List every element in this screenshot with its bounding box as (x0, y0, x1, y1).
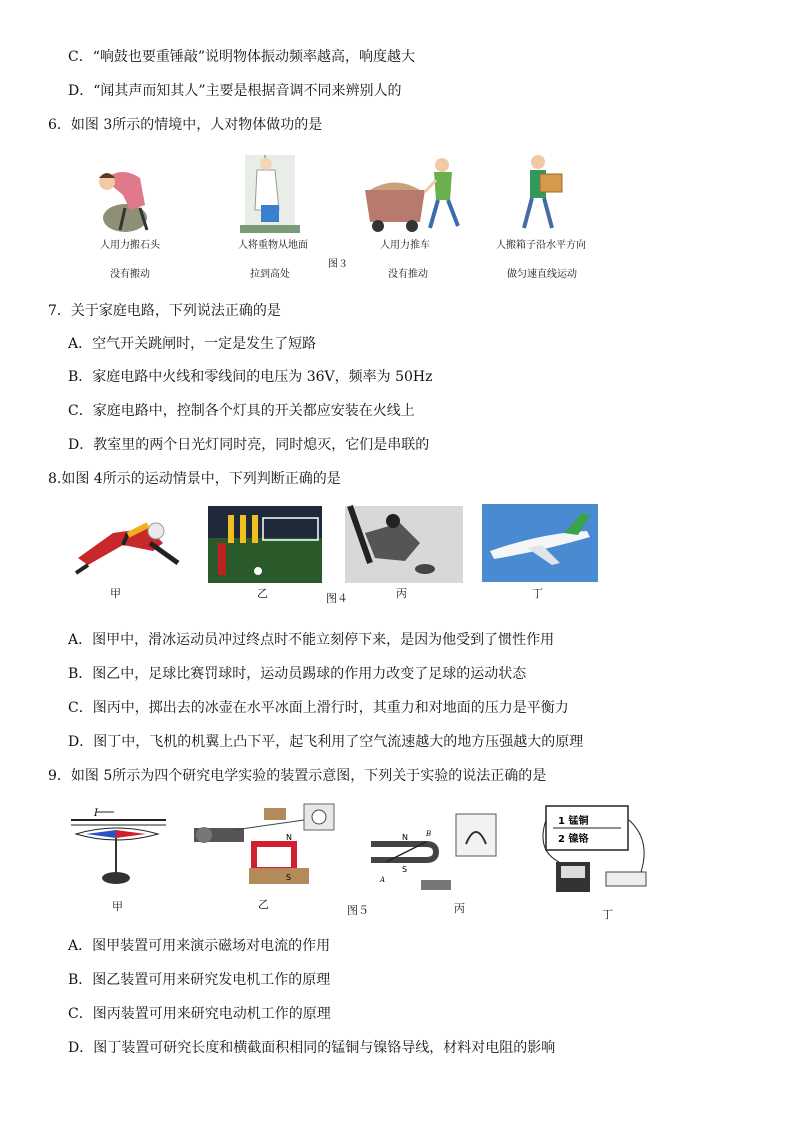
q6-panel1-line1: 人用力搬石头 (100, 240, 160, 251)
q9-option-d: D．图丁装置可研究长度和横截面积相同的锰铜与镍铬导线，材料对电阻的影响 (68, 1040, 556, 1056)
q7-option-c: C．家庭电路中，控制各个灯具的开关都应安装在火线上 (68, 403, 415, 419)
q9-label-ding: 丁 (602, 908, 613, 921)
speed-skater-image (68, 503, 186, 583)
svg-text:S: S (286, 873, 292, 882)
q6-panel1-line2: 没有搬动 (110, 269, 150, 280)
q6-panel2-line2: 拉到高处 (250, 269, 290, 280)
q8-option-b: B．图乙中，足球比赛罚球时，运动员踢球的作用力改变了足球的运动状态 (68, 666, 527, 682)
svg-text:I: I (94, 808, 98, 819)
person-pushing-cart-image (365, 158, 458, 232)
q8-label-bing: 丙 (396, 587, 407, 600)
svg-text:B: B (426, 830, 432, 838)
svg-text:N: N (402, 833, 408, 842)
q7-option-a: A．空气开关跳闸时，一定是发生了短路 (68, 336, 317, 352)
q9-option-a: A．图甲装置可用来演示磁场对电流的作用 (68, 938, 331, 954)
svg-text:1 锰铜: 1 锰铜 (558, 816, 589, 827)
svg-text:N: N (286, 833, 292, 842)
q9-label-bing: 丙 (454, 902, 465, 915)
q6-panel4-line1: 人搬箱子沿水平方向 (496, 240, 586, 251)
q8-stem: 8.如图 4所示的运动情景中，下列判断正确的是 (48, 471, 341, 487)
q9-figure-label: 图５ (347, 904, 369, 917)
resistance-board-apparatus (543, 806, 646, 892)
q8-option-c: C．图丙中，掷出去的冰壶在水平冰面上滑行时，其重力和对地面的压力是平衡力 (68, 700, 569, 716)
q6-panel3-line2: 没有推动 (388, 269, 428, 280)
person-lifting-stone-image (99, 172, 147, 232)
airplane-image (482, 504, 598, 582)
q9-stem: 9．如图 5所示为四个研究电学实验的装置示意图，下列关于实验的说法正确的是 (48, 768, 547, 784)
q5-option-c: C．“响鼓也要重锤敲”说明物体振动频率越高，响度越大 (68, 49, 416, 65)
q8-option-d: D．图丁中，飞机的机翼上凸下平，起飞利用了空气流速越大的地方压强越大的原理 (68, 734, 584, 750)
q6-figure (85, 150, 605, 240)
svg-text:S: S (402, 865, 408, 874)
q6-panel2-line1: 人将重物从地面 (238, 240, 308, 251)
q6-stem: 6．如图 3所示的情境中，人对物体做功的是 (48, 117, 323, 133)
q5-option-d: D．“闻其声而知其人”主要是根据音调不同来辨别人的 (68, 83, 402, 99)
q9-option-c: C．图丙装置可用来研究电动机工作的原理 (68, 1006, 331, 1022)
q9-label-yi: 乙 (258, 898, 269, 911)
svg-text:2 镍铬: 2 镍铬 (558, 834, 589, 845)
generator-apparatus (194, 804, 334, 884)
q6-panel4-line2: 做匀速直线运动 (507, 269, 577, 280)
motor-apparatus (371, 814, 496, 890)
q8-figure-label: 图４ (326, 592, 348, 605)
q8-label-yi: 乙 (257, 587, 268, 600)
svg-text:A: A (380, 876, 386, 884)
football-penalty-image (208, 506, 322, 583)
wire-compass-apparatus (71, 808, 166, 884)
q6-figure-label: 图３ (328, 259, 348, 270)
q7-stem: 7．关于家庭电路，下列说法正确的是 (48, 303, 281, 319)
q9-option-b: B．图乙装置可用来研究发电机工作的原理 (68, 972, 331, 988)
q8-figure (68, 503, 600, 585)
q8-label-ding: 丁 (532, 587, 543, 600)
q9-label-jia: 甲 (112, 900, 123, 913)
q8-option-a: A．图甲中，滑冰运动员冲过终点时不能立刻停下来，是因为他受到了惯性作用 (68, 632, 555, 648)
q7-option-b: B．家庭电路中火线和零线间的电压为 36V，频率为 50Hz (68, 369, 433, 385)
q9-figure (66, 800, 666, 900)
person-pulling-weight-image (240, 155, 300, 233)
person-carrying-box-image (524, 155, 562, 228)
q7-option-d: D．教室里的两个日光灯同时亮，同时熄灭，它们是串联的 (68, 437, 430, 453)
q6-panel3-line1: 人用力推车 (380, 240, 430, 251)
curling-image (345, 506, 463, 583)
q8-label-jia: 甲 (110, 587, 121, 600)
